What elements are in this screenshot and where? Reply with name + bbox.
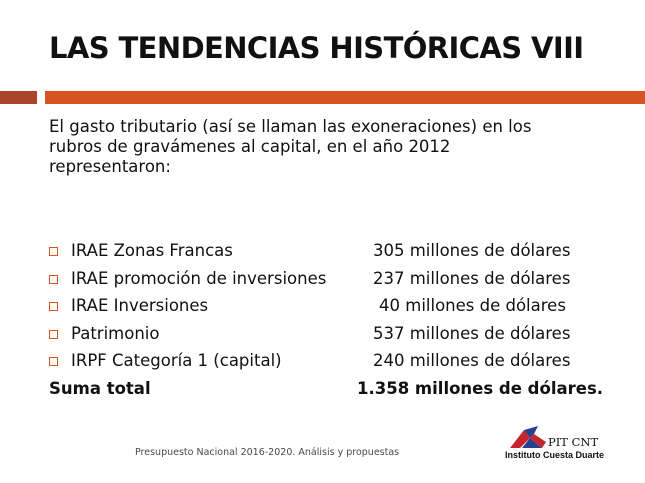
- intro-paragraph: [49, 117, 619, 177]
- logo-subtitle: Instituto Cuesta Duarte: [505, 450, 605, 460]
- intro-line: El gasto tributario (así se llaman las exoneraciones) en los: [49, 117, 532, 136]
- total-value: 1.358 millones de dólares.: [357, 378, 604, 398]
- item-label: IRPF Categoría 1 (capital): [71, 351, 282, 370]
- square-bullet-icon: [49, 247, 58, 256]
- item-value: 240 millones de dólares: [373, 351, 571, 370]
- item-label: IRAE Inversiones: [71, 296, 209, 315]
- total-label: Suma total: [49, 378, 151, 398]
- tax-expenditure-list: [49, 241, 619, 407]
- list-item: [49, 351, 619, 379]
- footer-text: Presupuesto Nacional 2016-2020. Análisis y propuestas: [135, 447, 400, 458]
- slide-title: LAS TENDENCIAS HISTÓRICAS VIII: [49, 31, 584, 65]
- intro-line: representaron:: [49, 157, 171, 176]
- square-bullet-icon: [49, 357, 58, 366]
- square-bullet-icon: [49, 330, 58, 339]
- item-value: 537 millones de dólares: [373, 323, 571, 343]
- item-label: IRAE Zonas Francas: [71, 241, 233, 260]
- list-item: [49, 324, 619, 352]
- list-item: [49, 269, 619, 297]
- item-label: IRAE promoción de inversiones: [71, 268, 327, 288]
- pit-cnt-logo: [500, 424, 620, 464]
- pit-cnt-logo-icon: [508, 424, 552, 450]
- square-bullet-icon: [49, 302, 58, 311]
- accent-band-left: [0, 91, 37, 104]
- intro-line: rubros de gravámenes al capital, en el año 2012: [49, 137, 451, 156]
- item-value: 237 millones de dólares: [373, 268, 571, 288]
- item-label: Patrimonio: [71, 323, 160, 343]
- list-item: [49, 241, 619, 269]
- total-row: [49, 379, 619, 407]
- item-value: 40 millones de dólares: [379, 296, 566, 315]
- square-bullet-icon: [49, 275, 58, 284]
- logo-name: PIT CNT: [548, 435, 599, 449]
- accent-band-right: [45, 91, 645, 104]
- list-item: [49, 296, 619, 324]
- item-value: 305 millones de dólares: [373, 241, 571, 260]
